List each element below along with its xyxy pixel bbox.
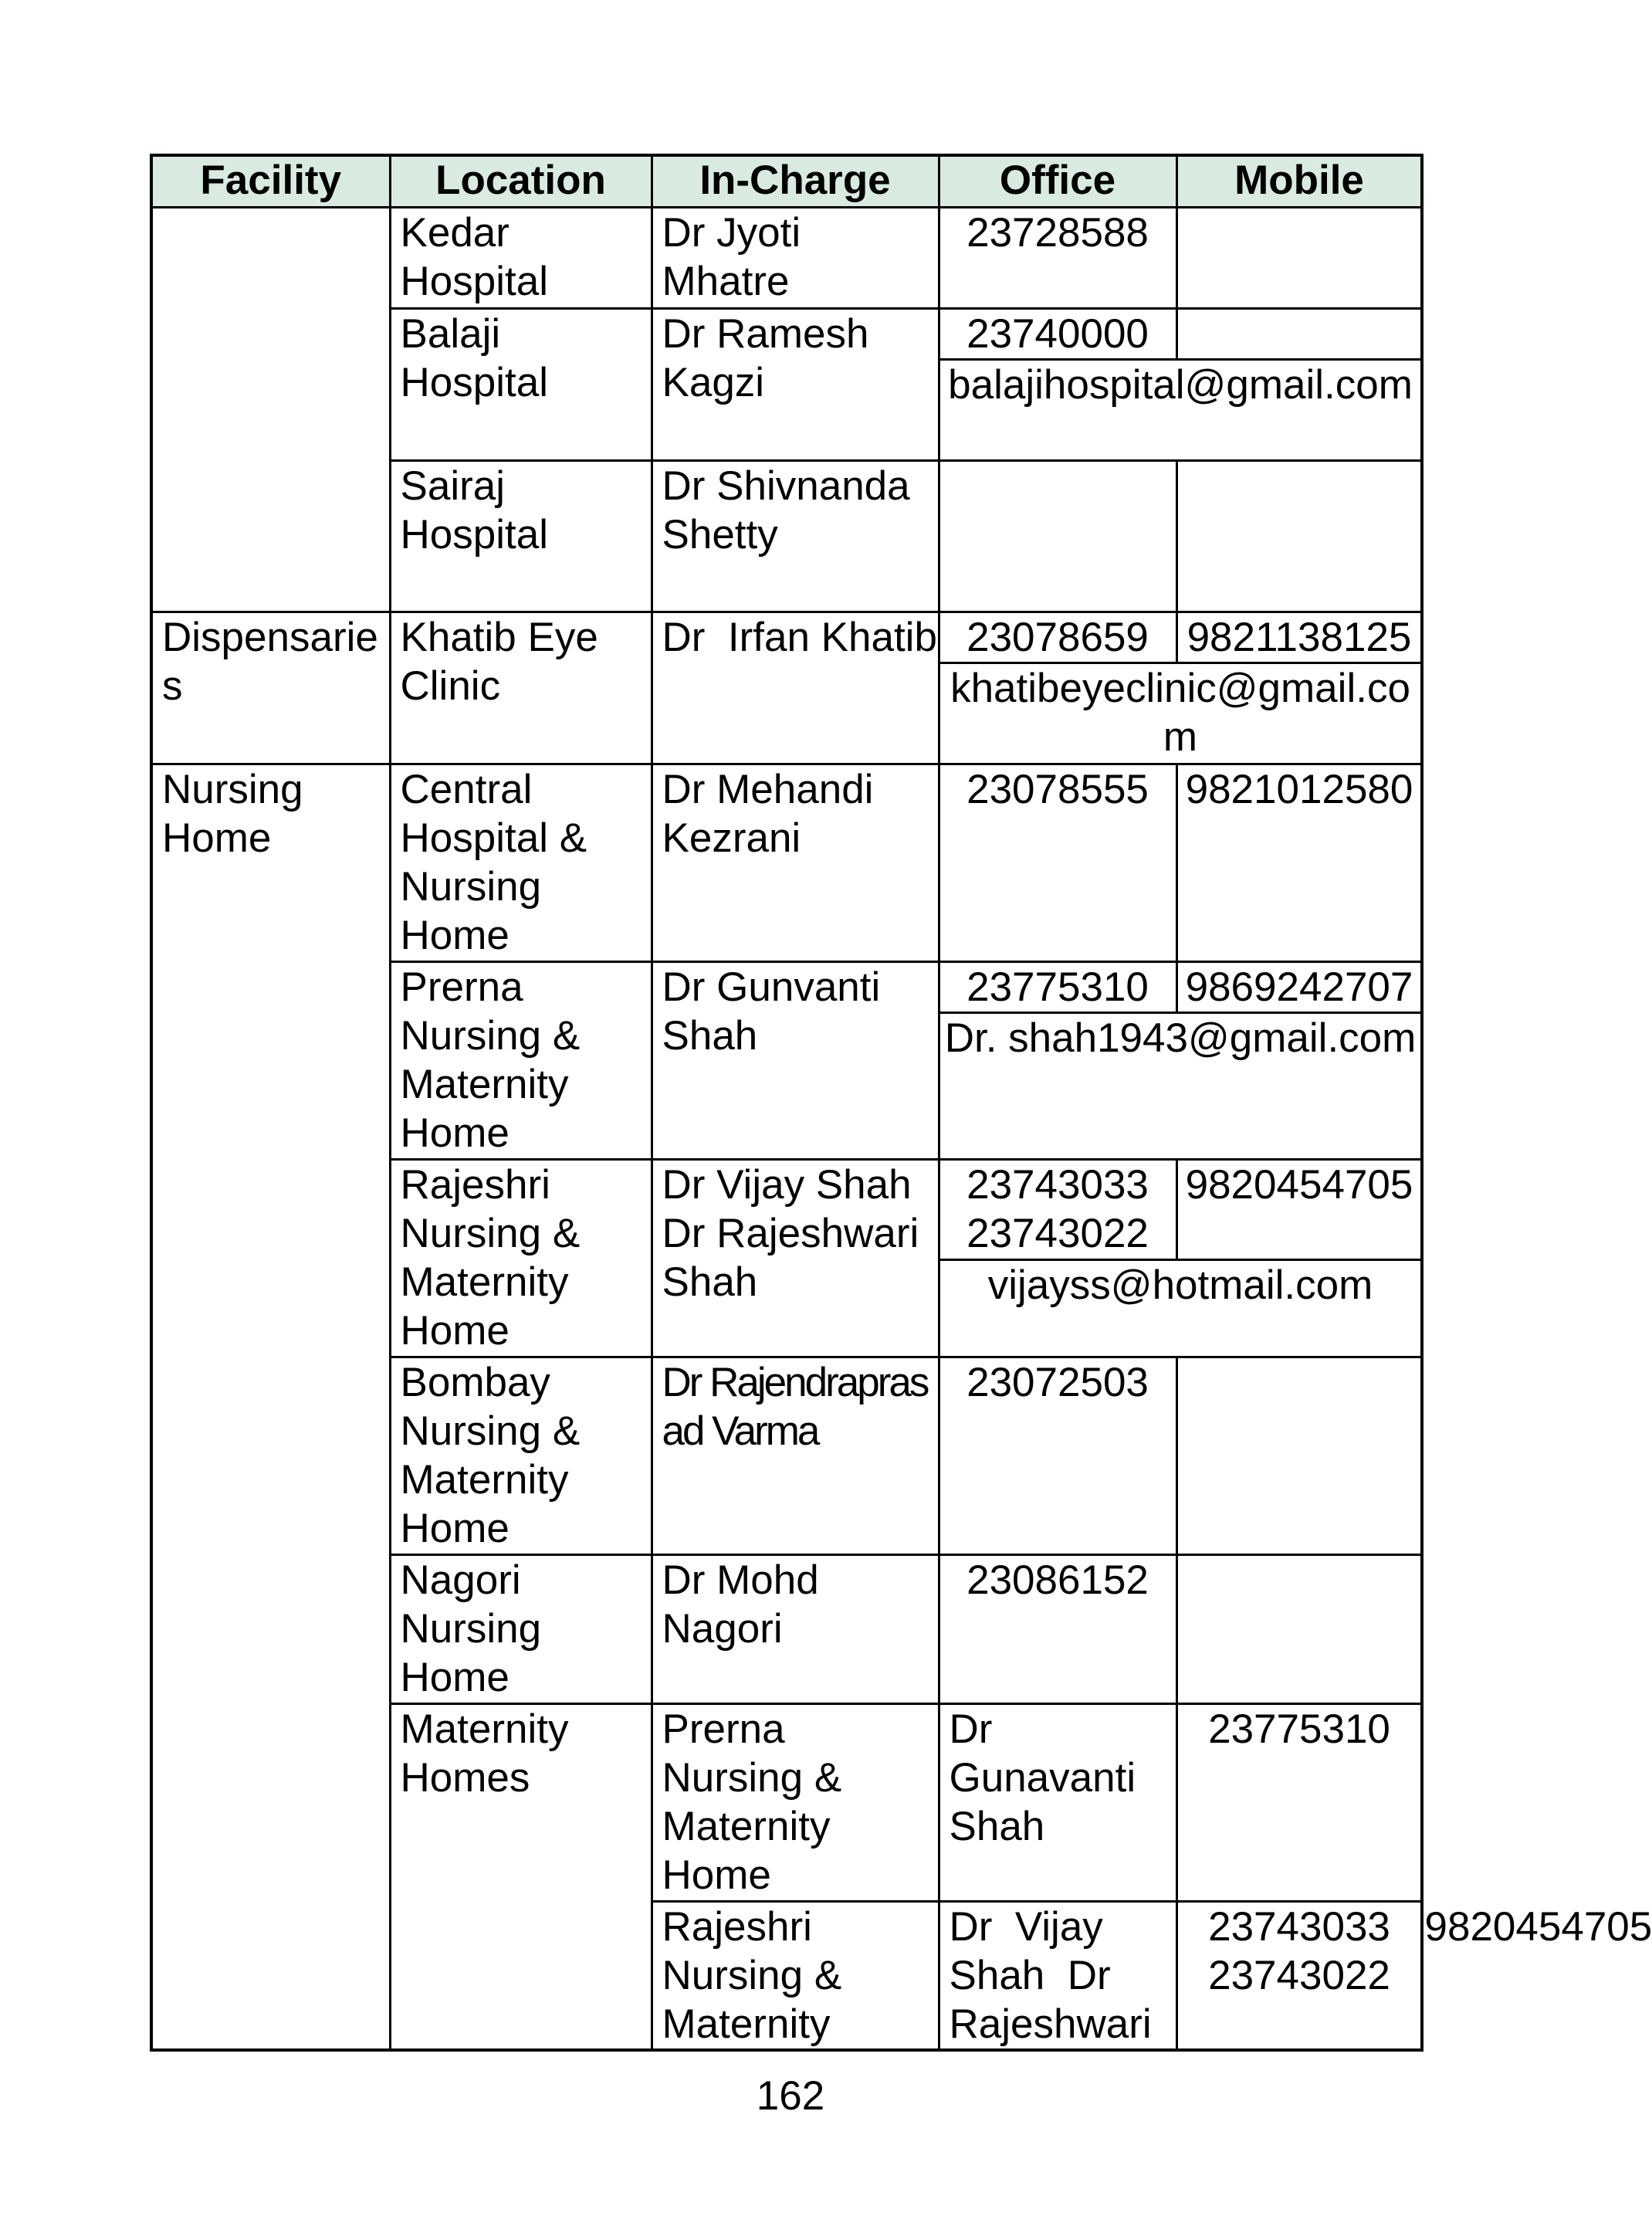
header-mobile: Mobile	[1176, 155, 1422, 207]
facility-cell: Maternity Homes	[390, 1703, 652, 2050]
email-cell: vijayss@hotmail.com	[939, 1259, 1422, 1357]
location-cell: Kedar Hospital	[390, 207, 652, 308]
mobile-cell	[1176, 460, 1422, 612]
mobile-cell: 9869242707	[1176, 961, 1422, 1012]
incharge-cell: Dr Vijay Shah Dr Rajeshwari Shah	[652, 1159, 939, 1357]
location-cell: Central Hospital & Nursing Home	[390, 764, 652, 961]
header-facility: Facility	[151, 155, 390, 207]
header-row	[151, 155, 1422, 207]
location-cell: Rajeshri Nursing & Maternity	[652, 1901, 939, 2050]
mobile-cell: 9820454705	[1176, 1159, 1422, 1259]
location-cell: Balaji Hospital	[390, 308, 652, 460]
office-phone-cell: 23775310	[1176, 1703, 1422, 1901]
header-location: Location	[390, 155, 652, 207]
incharge-cell: Dr Mohd Nagori	[652, 1554, 939, 1703]
office-phone-cell: 23743033 23743022	[939, 1159, 1176, 1259]
header-office: Office	[939, 155, 1176, 207]
office-phone-cell: 23078555	[939, 764, 1176, 961]
incharge-cell: Dr Gunvanti Shah	[652, 961, 939, 1159]
facility-cell: Nursing Home	[151, 764, 390, 2050]
office-phone-cell	[939, 460, 1176, 612]
incharge-cell: Dr Ramesh Kagzi	[652, 308, 939, 460]
location-cell: Khatib Eye Clinic	[390, 612, 652, 764]
mobile-cell: 9821012580	[1176, 764, 1422, 961]
facility-cell: Dispensaries	[151, 612, 390, 764]
table-row	[151, 612, 1422, 662]
office-phone-cell: 23775310	[939, 961, 1176, 1012]
mobile-cell	[1176, 308, 1422, 359]
location-cell: Sairaj Hospital	[390, 460, 652, 612]
incharge-cell: Dr Mehandi Kezrani	[652, 764, 939, 961]
location-cell: Prerna Nursing & Maternity Home	[390, 961, 652, 1159]
email-cell: Dr. shah1943@gmail.com	[939, 1012, 1422, 1159]
incharge-cell: Dr Shivnanda Shetty	[652, 460, 939, 612]
header-incharge: In-Charge	[652, 155, 939, 207]
incharge-cell: Dr Jyoti Mhatre	[652, 207, 939, 308]
location-cell: Rajeshri Nursing & Maternity Home	[390, 1159, 652, 1357]
location-cell: Bombay Nursing & Maternity Home	[390, 1357, 652, 1554]
location-cell: Nagori Nursing Home	[390, 1554, 652, 1703]
email-cell: balajihospital@gmail.com	[939, 359, 1422, 460]
page-number: 162	[756, 2073, 825, 2119]
office-phone-cell: 23728588	[939, 207, 1176, 308]
table-row	[151, 207, 1422, 308]
office-phone-cell: 23743033 23743022	[1176, 1901, 1422, 2050]
office-phone-cell: 23086152	[939, 1554, 1176, 1703]
office-phone-cell: 23078659	[939, 612, 1176, 662]
table-row	[151, 764, 1422, 961]
mobile-cell	[1176, 1554, 1422, 1703]
mobile-cell	[1176, 1357, 1422, 1554]
incharge-cell: Dr Gunavanti Shah	[939, 1703, 1176, 1901]
email-cell: khatibeyeclinic@gmail.com	[939, 662, 1422, 764]
office-phone-cell: 23740000	[939, 308, 1176, 359]
facility-cell	[151, 207, 390, 612]
incharge-cell: Dr Irfan Khatib	[652, 612, 939, 764]
mobile-cell	[1176, 207, 1422, 308]
mobile-cell: 9821138125	[1176, 612, 1422, 662]
location-cell: Prerna Nursing & Maternity Home	[652, 1703, 939, 1901]
office-phone-cell: 23072503	[939, 1357, 1176, 1554]
incharge-cell: Dr Rajendraprasad Varma	[652, 1357, 939, 1554]
facility-directory-table	[150, 154, 1652, 2052]
incharge-cell: Dr Vijay Shah Dr Rajeshwari	[939, 1901, 1176, 2050]
table-row: Rajeshri Nursing & Maternity Dr Vijay Shah Dr Rajeshwari 23743033 23743022 9820454705	[151, 1901, 1422, 2050]
